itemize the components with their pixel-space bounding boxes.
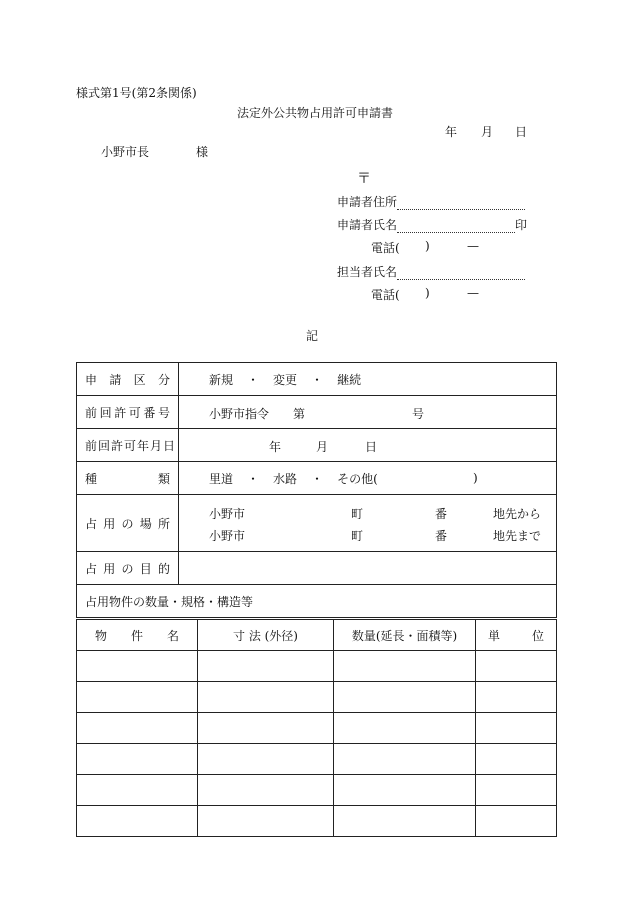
table-row [77, 713, 557, 744]
object-name-cell[interactable] [77, 775, 198, 806]
option-continue[interactable]: 継続 [337, 372, 362, 387]
quantity-cell[interactable] [334, 682, 476, 713]
previous-permit-number-field[interactable]: 小野市指令 第 号 [179, 396, 557, 429]
quantity-cell[interactable] [334, 651, 476, 682]
table-row [77, 744, 557, 775]
applicant-address-field[interactable] [397, 197, 525, 210]
postal-mark: 〒 [357, 171, 371, 187]
application-table [76, 362, 557, 618]
object-name-cell[interactable] [77, 744, 198, 775]
unit-cell[interactable] [476, 651, 557, 682]
header-object-name: 物 件 名 [95, 628, 179, 643]
seal-mark: 印 [515, 218, 528, 232]
object-name-cell[interactable] [77, 713, 198, 744]
applicant-address-label: 申請者住所 [337, 195, 398, 209]
previous-permit-date-label: 前回許可年月日 [85, 438, 177, 453]
application-type-options: 新規 ・ 変更 ・ 継続 [209, 372, 362, 387]
table-row [77, 651, 557, 682]
applicant-name-label: 申請者氏名 [337, 218, 398, 232]
unit-cell[interactable] [476, 775, 557, 806]
unit-cell[interactable] [476, 806, 557, 837]
dimensions-cell[interactable] [198, 682, 334, 713]
occupancy-purpose-field[interactable] [179, 552, 557, 585]
occupancy-place-label: 占 用 の 場 所 [85, 516, 170, 531]
unit-cell[interactable] [476, 682, 557, 713]
kind-label: 種 類 [85, 471, 170, 486]
quantity-cell[interactable] [334, 806, 476, 837]
contact-phone-label: 電話( [371, 288, 400, 302]
form-number: 様式第1号(第2条関係) [76, 86, 197, 100]
contact-name-field[interactable] [397, 267, 525, 280]
kind-options: 里道 ・ 水路 ・ その他( ) [179, 462, 557, 495]
header-unit: 単 位 [488, 628, 544, 643]
applicant-phone-label: 電話( [371, 241, 400, 255]
dimensions-cell[interactable] [198, 651, 334, 682]
ki-mark: 記 [306, 329, 319, 343]
quantity-cell[interactable] [334, 744, 476, 775]
row-previous-permit-number [77, 396, 557, 429]
occupancy-place-field[interactable]: 小野市 町 番 地先から 小野市 町 番 地先まで [179, 495, 557, 552]
application-type-label: 申 請 区 分 [85, 372, 170, 387]
option-other[interactable]: その他( [337, 471, 378, 486]
option-new[interactable]: 新規 [209, 372, 234, 387]
contact-name [337, 263, 525, 280]
document-title: 法定外公共物占用許可申請書 [237, 106, 394, 120]
occupancy-purpose-label: 占 用 の 目 的 [85, 561, 170, 576]
option-road[interactable]: 里道 [209, 471, 234, 486]
header-dimensions: 寸 法 (外径) [198, 620, 334, 651]
object-name-cell[interactable] [77, 651, 198, 682]
quantity-cell[interactable] [334, 775, 476, 806]
row-objects-heading [77, 585, 557, 618]
quantity-cell[interactable] [334, 713, 476, 744]
objects-body [77, 651, 557, 837]
header-quantity: 数量(延長・面積等) [334, 620, 476, 651]
row-occupancy-purpose [77, 552, 557, 585]
option-change[interactable]: 変更 [273, 372, 298, 387]
date-day: 日 [515, 125, 528, 139]
row-previous-permit-date [77, 429, 557, 462]
dimensions-cell[interactable] [198, 744, 334, 775]
table-row [77, 775, 557, 806]
unit-cell[interactable] [476, 744, 557, 775]
row-kind [77, 462, 557, 495]
dimensions-cell[interactable] [198, 806, 334, 837]
date-month: 月 [481, 125, 494, 139]
row-application-type [77, 363, 557, 396]
addressee: 小野市長 [101, 145, 150, 159]
applicant-name [337, 216, 527, 233]
object-name-cell[interactable] [77, 682, 198, 713]
applicant-phone-dash: — [467, 239, 479, 253]
date-year: 年 [445, 125, 458, 139]
previous-permit-number-label: 前 回 許 可 番 号 [85, 405, 170, 420]
contact-phone-close: ) [425, 286, 430, 300]
table-row [77, 682, 557, 713]
row-occupancy-place [77, 495, 557, 552]
contact-name-label: 担当者氏名 [337, 265, 398, 279]
contact-phone-dash: — [467, 286, 479, 300]
previous-permit-date-field[interactable]: 年 月 日 [179, 429, 557, 462]
dimensions-cell[interactable] [198, 713, 334, 744]
dimensions-cell[interactable] [198, 775, 334, 806]
objects-heading: 占用物件の数量・規格・構造等 [85, 594, 254, 609]
objects-table [76, 619, 557, 837]
object-name-cell[interactable] [77, 806, 198, 837]
table-row [77, 806, 557, 837]
applicant-phone-close: ) [425, 239, 430, 253]
objects-header-row [77, 620, 557, 651]
applicant-name-field[interactable] [397, 220, 515, 233]
option-waterway[interactable]: 水路 [273, 471, 298, 486]
honorific: 様 [196, 145, 209, 159]
unit-cell[interactable] [476, 713, 557, 744]
applicant-address [337, 193, 525, 210]
